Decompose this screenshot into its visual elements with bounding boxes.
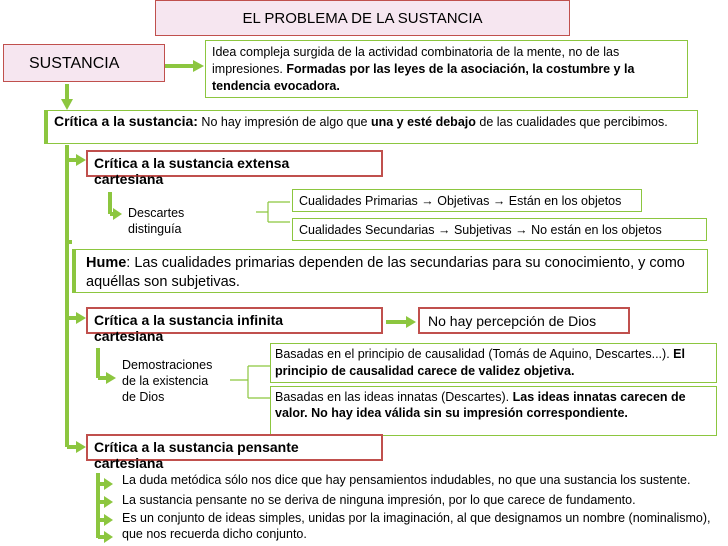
critica-label: Crítica a la sustancia: (54, 113, 198, 129)
causalidad-part-a: Basadas en el principio de causalidad (Tomás de Aquino, Descartes...). (275, 347, 674, 361)
sustancia-box (3, 44, 165, 82)
innatas-box (270, 386, 717, 436)
critica-text-b: una y esté debajo (370, 115, 476, 129)
no-percepcion-box (418, 307, 630, 334)
no-percepcion-text: No hay percepción de Dios (428, 313, 597, 329)
innatas-part-b: Las ideas innatas carecen de valor. No hay idea válida sin su impresión correspondiente. (275, 390, 686, 420)
diagram-title: EL PROBLEMA DE LA SUSTANCIA (242, 10, 483, 27)
pensante-item-3: Es un conjunto de ideas simples, unidas por la imaginación, al que designamos un nombre (nominalismo), que nos recuerda dicho conjunto. (122, 511, 711, 541)
causalidad-text (275, 346, 715, 380)
causalidad-part-b: El principio de causalidad carece de validez objetiva. (275, 347, 685, 378)
sustancia-definition-box (205, 40, 688, 98)
sustancia-label: SUSTANCIA (29, 55, 120, 72)
definition-part-b: Formadas por las leyes de la asociación, la costumbre y la tendencia evocadora. (212, 62, 635, 93)
critica-text-c: de las cualidades que percibimos. (475, 115, 668, 129)
secundarias-box (292, 218, 707, 241)
primarias-text: Cualidades Primarias → Objetivas → Están en los objetos (299, 194, 622, 208)
sustancia-definition (212, 44, 686, 95)
definition-part-a: Idea compleja surgida de la actividad combinatoria de la mente, no de las impresiones. (212, 45, 620, 76)
critica-general-box (44, 110, 698, 144)
hume-box (72, 249, 708, 293)
secundarias-text: Cualidades Secundarias → Subjetivas → No están en los objetos (299, 223, 662, 237)
infinita-box (86, 307, 383, 344)
pensante-title: Crítica a la sustancia pensante cartesiana (94, 439, 299, 471)
pensante-item-2: La sustancia pensante no se deriva de ninguna impresión, por lo que carece de fundamento. (122, 493, 636, 507)
pensante-box (86, 434, 383, 471)
innatas-text (275, 389, 715, 421)
primarias-box (292, 189, 642, 212)
critica-general-text (54, 114, 694, 130)
diagram-title-box (155, 0, 570, 36)
innatas-part-a: Basadas en las ideas innatas (Descartes). (275, 390, 513, 404)
descartes-distinguia: Descartes distinguía (128, 206, 185, 236)
hume-name: Hume (86, 255, 127, 271)
hume-statement: : Las cualidades primarias dependen de las secundarias para su conocimiento, y como aquéllas son subjetivas. (86, 255, 685, 290)
causalidad-box (270, 343, 717, 383)
extensa-box (86, 150, 383, 187)
hume-text (86, 254, 706, 292)
critica-text-a: No hay impresión de algo que (197, 115, 371, 129)
demostraciones-label: Demostraciones de la existencia de Dios (122, 358, 213, 404)
infinita-title: Crítica a la sustancia infinita cartesiana (94, 312, 284, 344)
extensa-title: Crítica a la sustancia extensa cartesiana (94, 155, 290, 187)
pensante-item-1: La duda metódica sólo nos dice que hay pensamientos indudables, no que una sustancia los sustente. (122, 473, 691, 487)
